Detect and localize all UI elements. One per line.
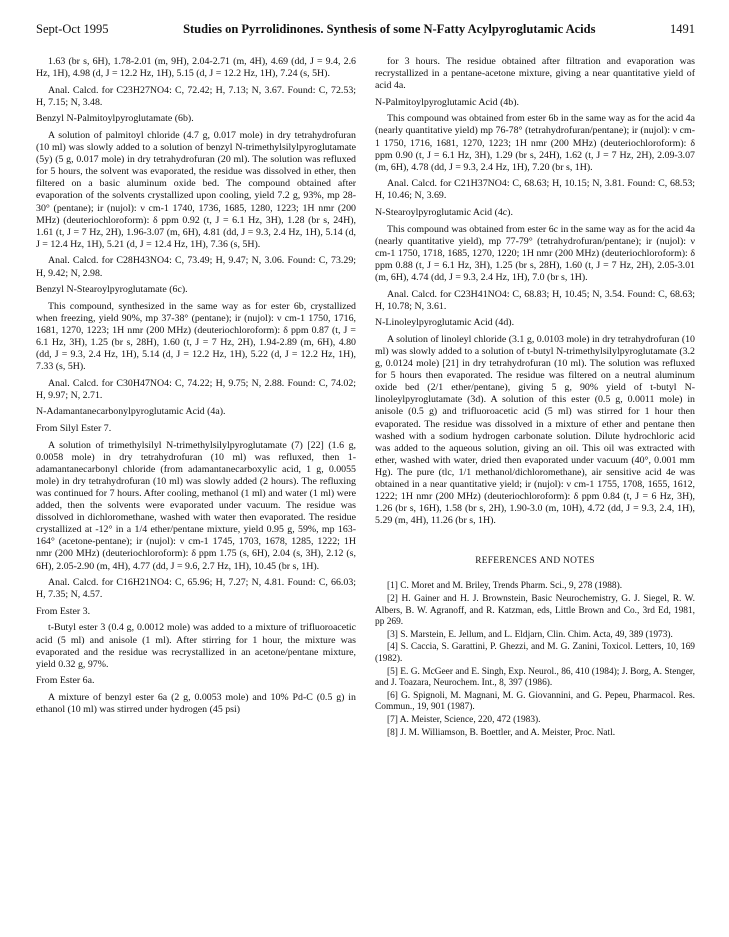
left-column xyxy=(36,56,356,740)
reference-entry: [6] G. Spignoli, M. Magnani, M. G. Giovannini, and G. Pepeu, Pharmacol. Res. Commun., 19, 901 (1987). xyxy=(375,690,695,713)
reference-entry: [7] A. Meister, Science, 220, 472 (1983). xyxy=(387,715,541,725)
paragraph: Anal. Calcd. for C30H47NO4: C, 74.22; H, 9.75; N, 2.88. Found: C, 74.02; H, 9.97; N, 2.71. xyxy=(36,377,356,401)
page-number: 1491 xyxy=(669,22,695,36)
paragraph: A solution of trimethylsilyl N-trimethylsilylpyroglutamate (7) [22] (1.6 g, 0.0058 mole) in dry tetrahydrofuran (10 ml) was refluxed, then 1-adamantanecarbonyl chloride (from adamantanecarboxylic acid, 1 g, 0.0055 mole) in dry tetrahydrofuran (10 ml) was slowly added (2 hours). The refluxing was continued for 7 hours. After cooling, methanol (1 ml) and water (1 ml) were added, then the solvents were evaporated under vacuum. The residue was dissolved in dichloromethane, washed with water then evaporated. The residue crystallized at -12° in a 1/4 ether/pentane mixture, yield 0.95 g, 59%, mp 163-164° (acetone-pentane); ir (nujol): ν cm-1 1745, 1703, 1678, 1285, 1222; 1H nmr (200 MHz) (deuteriochloroform): δ ppm 1.75 (s, 6H), 2.04 (s, 3H), 2.12 (s, 6H), 2.05-2.90 (m, 4H), 4.77 (dd, J = 9.6, 2.7 Hz, 1H), 10.45 (br s, 1H). xyxy=(36,439,356,572)
paragraph: This compound was obtained from ester 6c in the same way as for the acid 4a (nearly quantitative yield), mp 77-79° (tetrahydrofuran/pentane); ir (nujol): ν cm-1 1750, 1718, 1685, 1270, 1220; 1H nmr (200 MHz) (deuteriochloroform): δ ppm 0.88 (t, J = 6.1 Hz, 3H), 1.25 (br s, 28H), 1.60 (t, J = 7 Hz, 2H), 2.05-3.01 (m, 6H), 4.74 (dd, J = 9.3, 2.4 Hz, 1H), 7.0 (br s, 1H). xyxy=(375,223,695,283)
section-heading: N-Stearoylpyroglutamic Acid (4c). xyxy=(375,207,513,219)
paragraph: for 3 hours. The residue obtained after filtration and evaporation was recrystallized in a pentane-acetone mixture, giving a near quantitative yield of acid 4a. xyxy=(375,56,695,92)
section-heading: From Ester 6a. xyxy=(36,675,95,687)
paragraph: This compound, synthesized in the same way as for ester 6b, crystallized when freezing, yield 90%, mp 37-38° (pentane); ir (nujol): ν cm-1 1750, 1716, 1681, 1270, 1223; 1H nmr (200 MHz) (deuteriochloroform): δ ppm 0.87 (t, J = 6.1 Hz, 3H), 1.25 (br s, 28H), 1.60 (t, J = 7 Hz, 2H), 1.94-2.89 (m, 6H), 4.80 (dd, J = 9.3, 2.4 Hz, 1H), 5.14 (d, J = 12.2 Hz, 1H), 5.22 (d, J = 12.2 Hz, 1H), 7.33 (s, 5H). xyxy=(36,300,356,373)
paragraph: Anal. Calcd. for C28H43NO4: C, 73.49; H, 9.47; N, 3.06. Found: C, 73.29; H, 9.42; N, 2.98. xyxy=(36,255,356,279)
article-title: Studies on Pyrrolidinones. Synthesis of some N-Fatty Acylpyroglutamic Acids xyxy=(183,22,596,36)
reference-entry: [4] S. Caccia, S. Garattini, P. Ghezzi, and M. G. Zanini, Toxicol. Letters, 10, 169 (1982). xyxy=(375,642,695,665)
section-heading: N-Palmitoylpyroglutamic Acid (4b). xyxy=(375,96,519,108)
section-heading: N-Adamantanecarbonylpyroglutamic Acid (4a). xyxy=(36,406,226,418)
section-heading: From Ester 3. xyxy=(36,605,91,617)
paragraph: t-Butyl ester 3 (0.4 g, 0.0012 mole) was added to a mixture of trifluoroacetic acid (5 ml) and anisole (1 ml). After stirring for 1 hour, the mixture was evaporated and the residue was recrystallized in an acetone/pentane mixture, yield 0.32 g, 97%. xyxy=(36,622,356,670)
paragraph: Anal. Calcd. for C21H37NO4: C, 68.63; H, 10.15; N, 3.81. Found: C, 68.53; H, 10.46; N, 3.69. xyxy=(375,178,695,202)
section-heading: Benzyl N-Palmitoylpyroglutamate (6b). xyxy=(36,113,194,125)
paragraph: This compound was obtained from ester 6b in the same way as for the acid 4a (nearly quantitative yield) mp 76-78° (tetrahydrofuran/pentane); ir (nujol): ν cm-1 1750, 1716, 1681, 1270, 1223; 1H nmr (200 MHz) (deuteriochloroform): δ ppm 0.90 (t, J = 6.1 Hz, 3H), 1.29 (br s, 24H), 1.62 (t, J = 7 Hz, 2H), 2.09-3.07 (m, 6H), 4.78 (dd, J = 9.3, 2.4 Hz, 1H), 7.20 (br s, 1H). xyxy=(375,113,695,173)
paragraph: Anal. Calcd. for C16H21NO4: C, 65.96; H, 7.27; N, 4.81. Found: C, 66.03; H, 7.35; N, 4.57. xyxy=(36,577,356,601)
paragraph: 1.63 (br s, 6H), 1.78-2.01 (m, 9H), 2.04-2.71 (m, 4H), 4.69 (dd, J = 9.4, 2.6 Hz, 1H), 4.98 (d, J = 12.2 Hz, 1H), 5.15 (d, J = 12.2 Hz, 1H), 7.24 (s, 5H). xyxy=(36,56,356,80)
section-heading: Benzyl N-Stearoylpyroglutamate (6c). xyxy=(36,284,188,296)
reference-entry: [3] S. Marstein, E. Jellum, and L. Eldjarn, Clin. Chim. Acta, 49, 389 (1973). xyxy=(387,629,673,640)
reference-entry: [2] H. Gainer and H. J. Brownstein, Basic Neurochemistry, G. J. Siegel, R. W. Albers, B. W. Agranoff, and R. Katzman, eds, Little Brown and Co., 3rd Ed, 1981, pp 269. xyxy=(375,594,695,628)
paragraph: Anal. Calcd. for C23H41NO4: C, 68.83; H, 10.45; N, 3.54. Found: C, 68.63; H, 10.78; N, 3.61. xyxy=(375,288,695,312)
issue-date: Sept-Oct 1995 xyxy=(36,22,109,36)
section-heading: From Silyl Ester 7. xyxy=(36,423,112,435)
reference-entry: [8] J. M. Williamson, B. Boettler, and A. Meister, Proc. Natl. xyxy=(387,727,616,738)
section-heading: N-Linoleylpyroglutamic Acid (4d). xyxy=(375,317,515,329)
paragraph: A solution of linoleyl chloride (3.1 g, 0.0103 mole) in dry tetrahydrofuran (10 ml) was slowly added to a solution of t-butyl N-trimethylsilylpyroglutamate (3.2 g, 0.0124 mole) [21] in dry tetrahydrofuran (10 ml). The solution was refluxed for 5 hours then evaporated. The residue was filtered on a neutral aluminum oxide bed (2/1 ether/pentane), giving 5 g, 90% yield of t-butyl N-linoleylpyroglutamate (3d). A solution of this ester (0.5 g, 0.0011 mole) in anisole (0.5 g) and trifluoroacetic acid (5 ml) was stirred for 1 hour then evaporated. The residue was dissolved in a mixture of ether and pentane then washed with a sodium hydrogen carbonate solution. Dilute hydrochloric acid was added to the aqueous solution, giving an oil. This oil was extracted with ether, washed with water, dried then evaporated under vacuum (40°, 0.001 mm Hg). The pure (tlc, 1/1 methanol/dichloromethane), air sensitive acid 4e was obtained in a near quantitative yield; ir (nujol): ν cm-1 1755, 1708, 1655, 1612, 1222; 1H nmr (200 MHz) (deuteriochloroform): δ ppm 0.84 (t, J = 6 Hz, 3H), 1.26 (br s, 16H), 1.58 (br s, 2H), 1.90-3.0 (m, 10H), 4.72 (dd, J = 9.3, 2.4, 1H), 5.29 (m, 4H), 11.26 (br s, 1H). xyxy=(375,333,695,527)
paragraph: A solution of palmitoyl chloride (4.7 g, 0.017 mole) in dry tetrahydrofuran (10 ml) was slowly added to a solution of benzyl N-trimethylsilylpyroglutamate (5y) (5 g, 0.017 mole) in dry tetrahydrofuran (20 ml). The solution was refluxed for 5 hours, the solvent was evaporated, the residue was dissolved in ether, then filtered on a basic aluminum oxide bed. The compound obtained after evaporation of the solvents crystallized upon cooling, yield 7.2 g, 93%, mp 28-30° (pentane); ir (nujol): ν cm-1 1740, 1736, 1685, 1280, 1223; 1H nmr (200 MHz) (deuteriochloroform): δ ppm 0.92 (t, J = 6.1 Hz, 3H), 1.28 (br s, 24H), 1.61 (t, J = 7 Hz, 2H), 1.96-3.07 (m, 6H), 4.81 (dd, J = 9.3, 2.4 Hz, 1H), 5.14 (d, J = 12.4 Hz, 1H), 5.21 (d, J = 12.4 Hz, 1H), 7.36 (s, 5H). xyxy=(36,129,356,250)
reference-entry: [5] E. G. McGeer and E. Singh, Exp. Neurol., 86, 410 (1984); J. Borg, A. Stenger, and J. Toazara, Neurochem. Int., 8, 397 (1986). xyxy=(375,666,695,689)
right-column xyxy=(375,56,695,740)
running-head xyxy=(36,22,695,44)
paragraph: A mixture of benzyl ester 6a (2 g, 0.0053 mole) and 10% Pd-C (0.5 g) in ethanol (10 ml) was stirred under hydrogen (45 psi) xyxy=(36,691,356,715)
text-columns xyxy=(36,56,695,740)
references-heading: REFERENCES AND NOTES xyxy=(475,556,595,567)
paragraph: Anal. Calcd. for C23H27NO4: C, 72.42; H, 7.13; N, 3.67. Found: C, 72.53; H, 7.15; N, 3.48. xyxy=(36,84,356,108)
reference-entry: [1] C. Moret and M. Briley, Trends Pharm. Sci., 9, 278 (1988). xyxy=(387,581,623,592)
